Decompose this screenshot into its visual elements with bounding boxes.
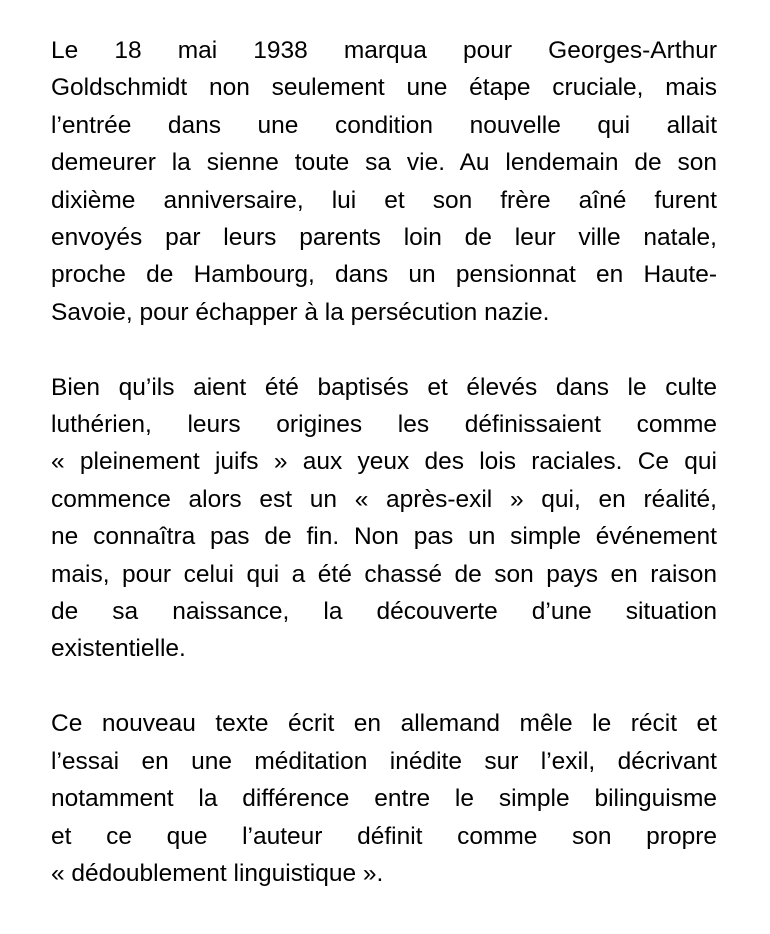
text-line: de sa naissance, la découverte d’une situation xyxy=(51,598,717,626)
text-line: et ce que l’auteur définit comme son propre xyxy=(51,822,717,850)
text-line: dixième anniversaire, lui et son frère aîné furent xyxy=(51,186,717,214)
text-line: envoyés par leurs parents loin de leur ville natale, xyxy=(51,224,717,252)
text-line: l’entrée dans une condition nouvelle qui allait xyxy=(51,111,717,139)
text-line: mais, pour celui qui a été chassé de son pays en raison xyxy=(51,560,717,588)
paragraph-2 xyxy=(51,369,717,668)
text-line: demeurer la sienne toute sa vie. Au lendemain de son xyxy=(51,149,717,177)
text-line: notamment la différence entre le simple bilinguisme xyxy=(51,785,717,813)
text-line: « pleinement juifs » aux yeux des lois raciales. Ce qui xyxy=(51,448,717,476)
text-line: proche de Hambourg, dans un pensionnat en Haute- xyxy=(51,261,717,289)
text-line: Le 18 mai 1938 marqua pour Georges-Arthur xyxy=(51,37,717,64)
text-line: existentielle. xyxy=(51,635,186,663)
text-line: « dédoublement linguistique ». xyxy=(51,859,384,887)
document-body xyxy=(51,32,717,892)
paragraph-1 xyxy=(51,32,717,331)
text-line: commence alors est un « après-exil » qui, en réalité, xyxy=(51,485,717,513)
text-line: Savoie, pour échapper à la persécution nazie. xyxy=(51,298,550,326)
text-line: Ce nouveau texte écrit en allemand mêle le récit et xyxy=(51,710,717,738)
text-line: luthérien, leurs origines les définissaient comme xyxy=(51,411,717,439)
text-line: Bien qu’ils aient été baptisés et élevés dans le culte xyxy=(51,373,717,401)
paragraph-3 xyxy=(51,705,717,892)
text-line: l’essai en une méditation inédite sur l’exil, décrivant xyxy=(51,747,717,775)
text-line: ne connaîtra pas de fin. Non pas un simple événement xyxy=(51,523,717,551)
text-line: Goldschmidt non seulement une étape cruciale, mais xyxy=(51,74,717,102)
